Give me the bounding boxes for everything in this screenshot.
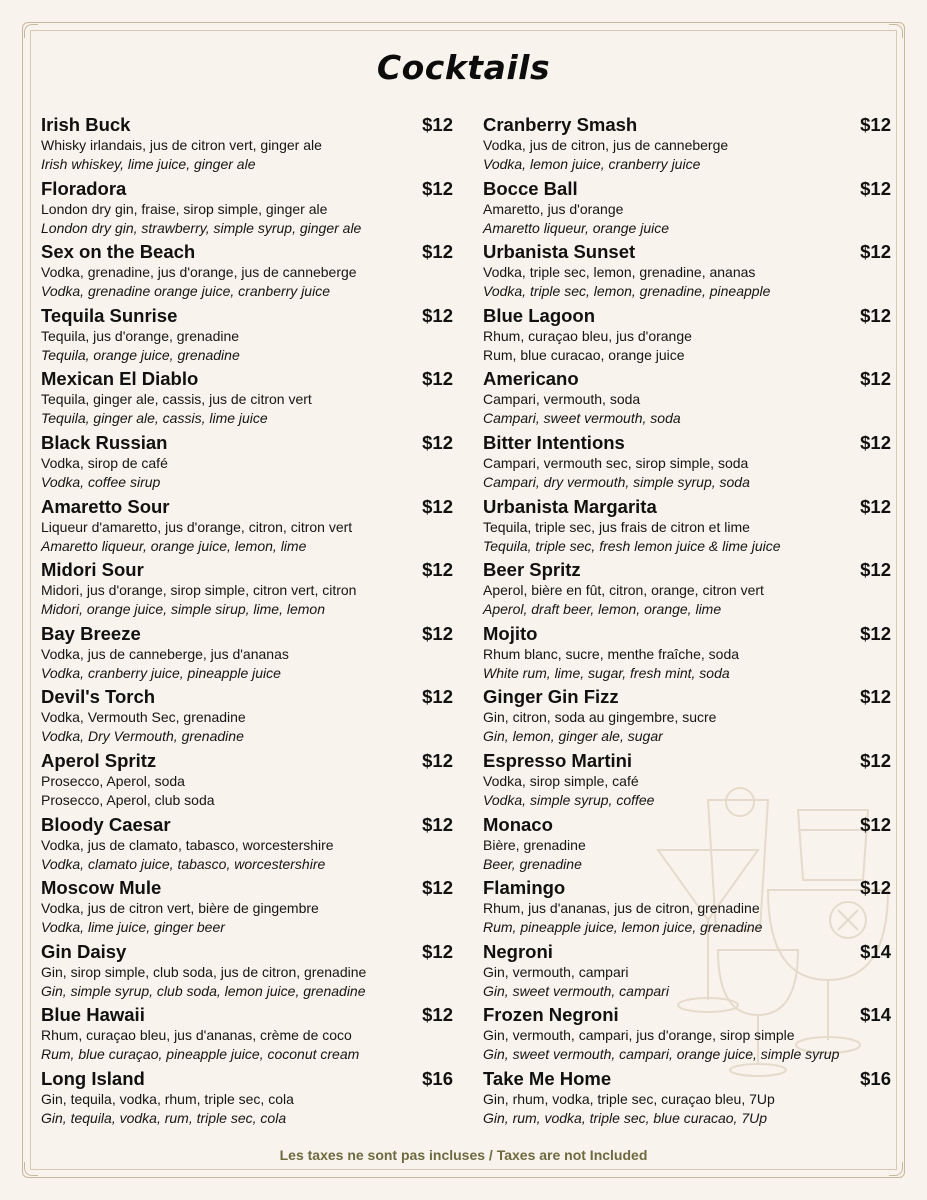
item-name: Bay Breeze <box>41 622 141 644</box>
item-description-french: Vodka, jus de clamato, tabasco, worcestershire <box>41 836 334 853</box>
item-name: Monaco <box>483 813 553 835</box>
item-description-french: Aperol, bière en fût, citron, orange, citron vert <box>483 582 764 599</box>
menu-item <box>483 750 891 814</box>
item-price: $12 <box>422 559 453 581</box>
item-description-english: Vodka, lemon juice, cranberry juice <box>483 156 701 172</box>
item-description-english: Prosecco, Aperol, club soda <box>41 791 215 808</box>
item-description-french: Rhum, curaçao bleu, jus d'ananas, crème de coco <box>41 1027 352 1044</box>
item-name: Take Me Home <box>483 1067 612 1089</box>
menu-item <box>483 432 891 496</box>
item-description-french: Vodka, jus de canneberge, jus d'ananas <box>41 645 289 662</box>
item-description-english: Gin, sweet vermouth, campari, orange juice, simple syrup <box>483 1046 840 1063</box>
item-name: Mojito <box>483 622 538 644</box>
item-description-french: Bière, grenadine <box>483 836 586 853</box>
item-description-english: Irish whiskey, lime juice, ginger ale <box>41 156 256 172</box>
item-name: Floradora <box>41 177 127 199</box>
item-price: $12 <box>860 877 891 899</box>
menu-item <box>483 368 891 432</box>
item-price: $12 <box>422 431 453 453</box>
item-description-english: Gin, tequila, vodka, rum, triple sec, cola <box>41 1109 287 1126</box>
menu-item <box>41 432 453 496</box>
item-description-french: Campari, vermouth sec, sirop simple, soda <box>483 454 749 471</box>
item-name: Blue Lagoon <box>483 304 596 326</box>
item-description-english: Campari, dry vermouth, simple syrup, soda <box>483 473 750 490</box>
item-name: Tequila Sunrise <box>41 304 178 326</box>
item-price: $12 <box>860 431 891 453</box>
item-name: Frozen Negroni <box>483 1004 619 1026</box>
item-description-french: Vodka, Vermouth Sec, grenadine <box>41 709 246 726</box>
item-name: Gin Daisy <box>41 940 127 962</box>
item-description-french: Gin, rhum, vodka, triple sec, curaçao bleu, 7Up <box>483 1090 775 1107</box>
item-description-english: Midori, orange juice, simple sirup, lime, lemon <box>41 601 325 618</box>
item-price: $12 <box>860 368 891 390</box>
item-description-english: Amaretto liqueur, orange juice, lemon, lime <box>41 537 307 554</box>
item-name: Urbanista Sunset <box>483 241 636 263</box>
item-name: Devil's Torch <box>41 686 156 708</box>
item-description-english: Vodka, Dry Vermouth, grenadine <box>41 728 244 745</box>
item-description-french: Whisky irlandais, jus de citron vert, ginger ale <box>41 137 322 153</box>
tax-note: Les taxes ne sont pas incluses / Taxes are not Included <box>279 1147 648 1163</box>
item-description-french: Amaretto, jus d'orange <box>483 200 624 217</box>
right-column <box>483 114 891 1132</box>
item-price: $12 <box>860 749 891 771</box>
menu-item <box>41 496 453 560</box>
item-name: Espresso Martini <box>483 749 633 771</box>
item-description-french: Midori, jus d'orange, sirop simple, citron vert, citron <box>41 582 357 599</box>
item-price: $14 <box>860 1004 891 1026</box>
item-price: $12 <box>860 813 891 835</box>
item-description-english: London dry gin, strawberry, simple syrup, ginger ale <box>41 219 362 236</box>
item-description-french: Prosecco, Aperol, soda <box>41 772 185 789</box>
item-description-french: Gin, vermouth, campari, jus d'orange, sirop simple <box>483 1027 795 1044</box>
item-price: $12 <box>860 304 891 326</box>
item-description-english: Vodka, clamato juice, tabasco, worcestershire <box>41 855 326 872</box>
item-description-english: Rum, blue curaçao, pineapple juice, coconut cream <box>41 1046 360 1063</box>
item-price: $14 <box>860 940 891 962</box>
item-description-french: Liqueur d'amaretto, jus d'orange, citron, citron vert <box>41 518 353 535</box>
menu-item <box>483 114 891 178</box>
item-name: Flamingo <box>483 877 566 899</box>
menu-item <box>483 241 891 305</box>
item-name: Long Island <box>41 1067 145 1089</box>
corner-ornament-top-right <box>889 24 903 38</box>
item-description-french: Rhum, curaçao bleu, jus d'orange <box>483 327 692 344</box>
item-name: Urbanista Margarita <box>483 495 657 517</box>
item-description-english: Vodka, triple sec, lemon, grenadine, pineapple <box>483 283 771 300</box>
item-description-french: Gin, citron, soda au gingembre, sucre <box>483 709 717 726</box>
menu-item <box>41 305 453 369</box>
corner-ornament-top-left <box>24 24 38 38</box>
item-price: $12 <box>422 241 453 263</box>
menu-item <box>41 877 453 941</box>
item-name: Sex on the Beach <box>41 241 196 263</box>
menu-item <box>41 559 453 623</box>
item-price: $16 <box>860 1067 891 1089</box>
item-price: $12 <box>422 749 453 771</box>
item-name: Blue Hawaii <box>41 1004 145 1026</box>
menu-item <box>41 178 453 242</box>
menu-item <box>41 1004 453 1068</box>
item-description-french: Gin, vermouth, campari <box>483 963 629 980</box>
item-price: $12 <box>860 559 891 581</box>
menu-item <box>483 623 891 687</box>
item-description-french: Vodka, sirop de café <box>41 454 168 471</box>
item-description-french: Campari, vermouth, soda <box>483 391 641 408</box>
item-name: Irish Buck <box>41 114 131 135</box>
item-price: $12 <box>422 940 453 962</box>
item-description-english: Rum, pineapple juice, lemon juice, grenadine <box>483 919 763 936</box>
menu-item <box>41 241 453 305</box>
menu-item <box>483 814 891 878</box>
item-description-french: Rhum, jus d'ananas, jus de citron, grenadine <box>483 900 760 917</box>
item-price: $12 <box>860 495 891 517</box>
item-price: $12 <box>422 495 453 517</box>
item-description-english: Gin, simple syrup, club soda, lemon juice, grenadine <box>41 982 366 999</box>
item-description-english: Aperol, draft beer, lemon, orange, lime <box>483 601 722 618</box>
item-price: $12 <box>422 877 453 899</box>
item-description-french: London dry gin, fraise, sirop simple, ginger ale <box>41 200 328 217</box>
item-description-english: Vodka, lime juice, ginger beer <box>41 919 225 936</box>
item-price: $12 <box>422 177 453 199</box>
item-name: Moscow Mule <box>41 877 162 899</box>
item-description-english: Vodka, cranberry juice, pineapple juice <box>41 664 281 681</box>
item-description-english: Gin, lemon, ginger ale, sugar <box>483 728 663 745</box>
item-description-french: Rhum blanc, sucre, menthe fraîche, soda <box>483 645 740 662</box>
menu-item <box>41 814 453 878</box>
item-price: $12 <box>422 114 453 135</box>
menu-item <box>483 559 891 623</box>
item-description-french: Vodka, sirop simple, café <box>483 772 639 789</box>
item-name: Amaretto Sour <box>41 495 170 517</box>
item-description-english: Tequila, ginger ale, cassis, lime juice <box>41 410 268 427</box>
item-description-english: Rum, blue curacao, orange juice <box>483 346 685 363</box>
menu-item <box>483 1068 891 1132</box>
menu-item <box>483 941 891 1005</box>
item-name: Ginger Gin Fizz <box>483 686 619 708</box>
item-price: $12 <box>422 304 453 326</box>
item-price: $12 <box>860 177 891 199</box>
menu-item <box>41 114 453 178</box>
item-description-french: Tequila, triple sec, jus frais de citron et lime <box>483 518 750 535</box>
item-name: Aperol Spritz <box>41 749 157 771</box>
menu-item <box>41 750 453 814</box>
item-name: Bloody Caesar <box>41 813 171 835</box>
item-name: Beer Spritz <box>483 559 581 581</box>
menu-item <box>41 686 453 750</box>
menu-item <box>483 877 891 941</box>
item-description-english: Gin, sweet vermouth, campari <box>483 982 669 999</box>
menu-item <box>483 178 891 242</box>
item-description-english: Tequila, orange juice, grenadine <box>41 346 240 363</box>
item-price: $12 <box>860 686 891 708</box>
item-name: Cranberry Smash <box>483 114 638 135</box>
menu-item <box>41 368 453 432</box>
item-price: $12 <box>422 368 453 390</box>
menu-item <box>483 496 891 560</box>
item-price: $12 <box>860 241 891 263</box>
item-description-french: Vodka, grenadine, jus d'orange, jus de canneberge <box>41 264 357 281</box>
menu-title: Cocktails <box>376 48 551 87</box>
menu-item <box>483 686 891 750</box>
item-description-french: Vodka, jus de citron, jus de canneberge <box>483 137 729 153</box>
item-price: $12 <box>422 622 453 644</box>
item-price: $12 <box>860 114 891 135</box>
item-price: $16 <box>422 1067 453 1089</box>
item-name: Black Russian <box>41 431 168 453</box>
menu-item <box>483 305 891 369</box>
item-price: $12 <box>422 686 453 708</box>
item-description-french: Vodka, triple sec, lemon, grenadine, ananas <box>483 264 756 281</box>
item-description-english: Amaretto liqueur, orange juice <box>483 219 669 236</box>
item-name: Bocce Ball <box>483 177 578 199</box>
item-description-french: Gin, sirop simple, club soda, jus de citron, grenadine <box>41 963 367 980</box>
item-name: Negroni <box>483 940 553 962</box>
item-name: Bitter Intentions <box>483 431 625 453</box>
item-description-french: Vodka, jus de citron vert, bière de gingembre <box>41 900 319 917</box>
left-column <box>41 114 453 1132</box>
item-description-french: Tequila, jus d'orange, grenadine <box>41 327 240 344</box>
item-price: $12 <box>422 813 453 835</box>
item-description-english: Tequila, triple sec, fresh lemon juice & lime juice <box>483 537 781 554</box>
item-description-english: Vodka, simple syrup, coffee <box>483 791 655 808</box>
corner-ornament-bottom-left <box>24 1162 38 1176</box>
item-description-english: White rum, lime, sugar, fresh mint, soda <box>483 664 730 681</box>
item-description-english: Vodka, grenadine orange juice, cranberry juice <box>41 283 330 300</box>
item-name: Americano <box>483 368 579 390</box>
item-description-french: Gin, tequila, vodka, rhum, triple sec, cola <box>41 1090 294 1107</box>
item-description-english: Vodka, coffee sirup <box>41 473 161 490</box>
menu-item <box>41 941 453 1005</box>
item-description-french: Tequila, ginger ale, cassis, jus de citron vert <box>41 391 312 408</box>
menu-item <box>41 1068 453 1132</box>
menu-item <box>483 1004 891 1068</box>
menu-item <box>41 623 453 687</box>
item-name: Mexican El Diablo <box>41 368 199 390</box>
item-price: $12 <box>422 1004 453 1026</box>
item-description-english: Campari, sweet vermouth, soda <box>483 410 681 427</box>
item-name: Midori Sour <box>41 559 144 581</box>
item-description-english: Beer, grenadine <box>483 855 582 872</box>
item-description-english: Gin, rum, vodka, triple sec, blue curacao, 7Up <box>483 1109 768 1126</box>
item-price: $12 <box>860 622 891 644</box>
